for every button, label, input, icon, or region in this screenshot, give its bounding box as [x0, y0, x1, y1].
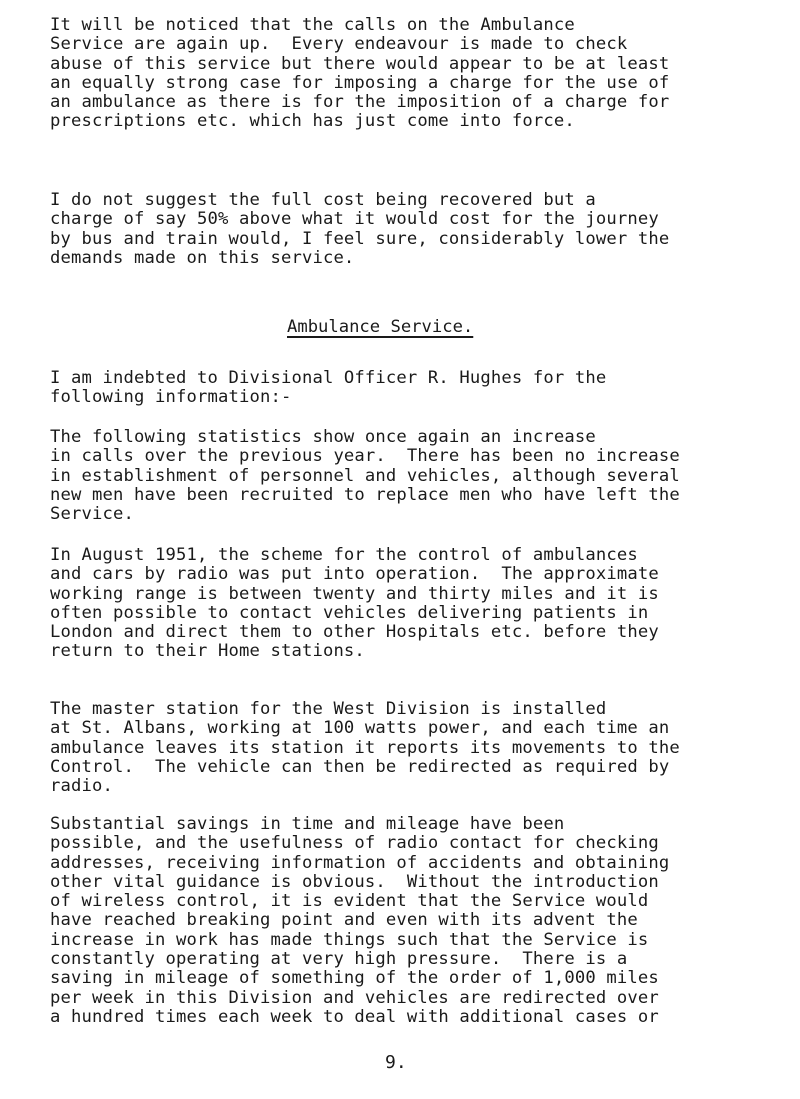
paragraph-acknowledgement: I am indebted to Divisional Officer R. Hughes for the following information:-: [50, 368, 607, 408]
paragraph-master-station: The master station for the West Division is installed at St. Albans, working at 100 watts power, and each time an ambulance leaves its station it reports its movements to the Control. The vehicle can then be redirected as required by radio.: [50, 699, 680, 797]
section-heading: Ambulance Service.: [287, 317, 474, 337]
paragraph-statistics: The following statistics show once again an increase in calls over the previous year. There has been no increase in establishment of personnel and vehicles, although several new men have been recruited to replace men who have left the Service.: [50, 427, 680, 525]
page-number: 9.: [385, 1052, 407, 1073]
paragraph-savings: Substantial savings in time and mileage have been possible, and the usefulness of radio contact for checking addresses, receiving information of accidents and obtaining other vital guidance is obvious. Without the introduction of wireless control, it is evident that the Service would have reached breaking point and even with its advent the increase in work has made things such that the Service is constantly operating at very high pressure. There is a saving in mileage of something of the order of 1,000 miles per week in this Division and vehicles are redirected over a hundred times each week to deal with additional cases or: [50, 814, 670, 1027]
paragraph-radio-scheme: In August 1951, the scheme for the control of ambulances and cars by radio was put into operation. The approximate working range is between twenty and thirty miles and it is often possible to contact vehicles delivering patients in London and direct them to other Hospitals etc. before they return to their Home stations.: [50, 545, 659, 662]
paragraph-ambulance-calls: It will be noticed that the calls on the Ambulance Service are again up. Every endeavour is made to check abuse of this service but there would appear to be at least an equally strong case for imposing a charge for the use of an ambulance as there is for the imposition of a charge for prescriptions etc. which has just come into force.: [50, 15, 670, 132]
paragraph-charge-suggestion: I do not suggest the full cost being recovered but a charge of say 50% above what it would cost for the journey by bus and train would, I feel sure, considerably lower the demands made on this service.: [50, 190, 670, 268]
